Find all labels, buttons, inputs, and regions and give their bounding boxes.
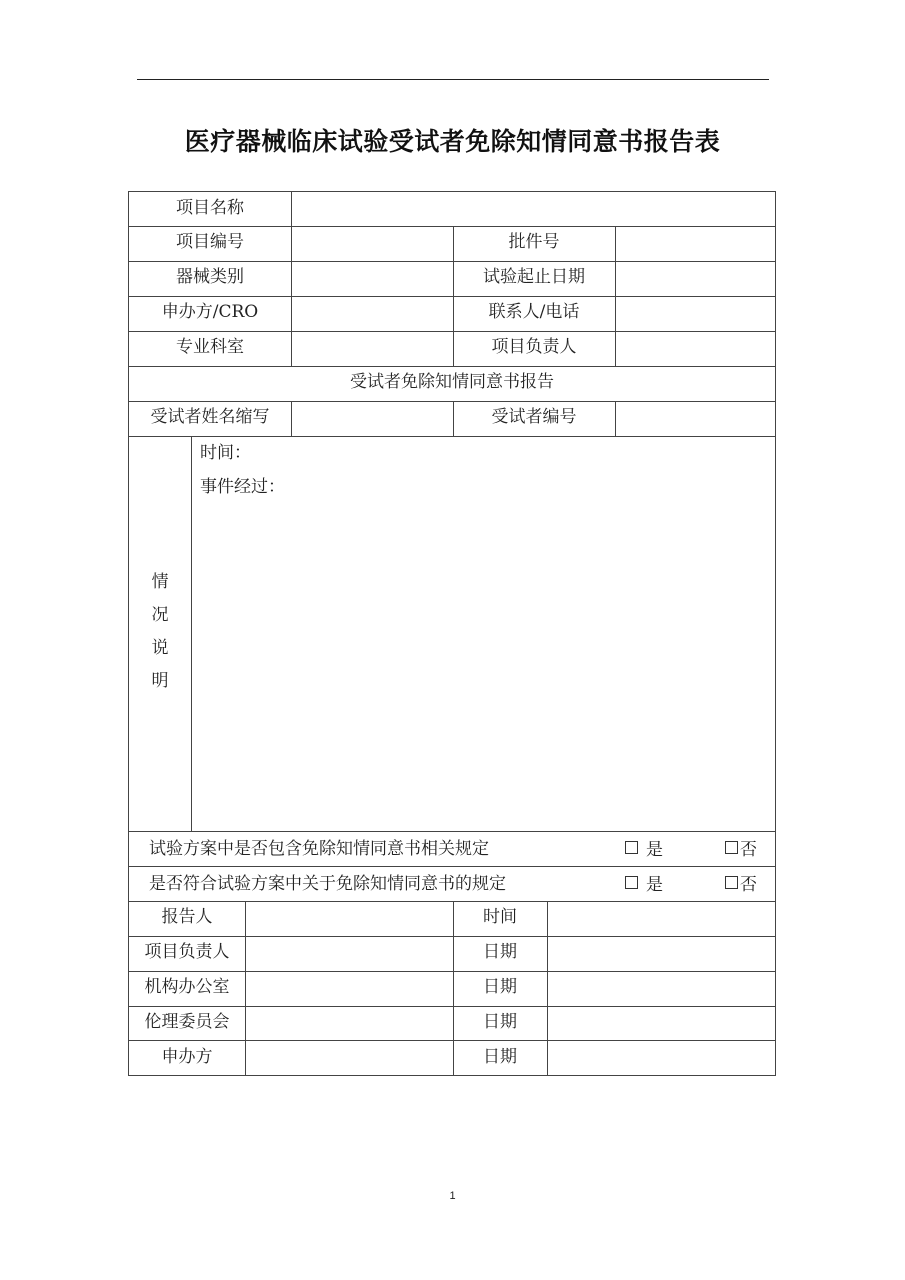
device-category-field[interactable]	[291, 261, 453, 296]
sponsor-cro-field[interactable]	[291, 296, 453, 331]
page-title: 医疗器械临床试验受试者免除知情同意书报告表	[184, 127, 721, 156]
date-field[interactable]	[547, 971, 775, 1006]
header-rule	[137, 79, 769, 80]
institution-office-field[interactable]	[245, 971, 453, 1006]
situation-char: 说	[151, 638, 169, 658]
question-complies-protocol: 是否符合试验方案中关于免除知情同意书的规定	[149, 874, 506, 894]
reporter-time-label: 时间	[483, 906, 517, 927]
department-field[interactable]	[291, 331, 453, 366]
date-label: 日期	[483, 976, 517, 997]
subject-number-label: 受试者编号	[491, 406, 577, 427]
contact-phone-label: 联系人/电话	[488, 301, 580, 322]
time-label: 时间：	[200, 443, 251, 463]
device-category-label: 器械类别	[176, 266, 244, 287]
subject-initials-field[interactable]	[291, 401, 453, 436]
checkbox-icon[interactable]	[625, 876, 638, 889]
reporter-field[interactable]	[245, 901, 453, 936]
no-option[interactable]	[725, 835, 757, 860]
ethics-committee-field[interactable]	[245, 1006, 453, 1040]
situation-field[interactable]	[191, 502, 775, 831]
project-name-label: 项目名称	[176, 197, 244, 218]
reporter-time-field[interactable]	[547, 901, 775, 936]
project-name-field[interactable]	[291, 192, 775, 226]
date-label: 日期	[483, 941, 517, 962]
sponsor-label: 申办方	[161, 1046, 213, 1067]
date-field[interactable]	[547, 936, 775, 971]
situation-char: 情	[151, 572, 169, 592]
row-divider	[129, 436, 775, 437]
contact-phone-field[interactable]	[615, 296, 775, 331]
row-divider	[129, 866, 775, 867]
reporter-label: 报告人	[161, 906, 213, 927]
yes-label: 是	[646, 875, 663, 895]
no-label: 否	[740, 840, 757, 860]
trial-dates-label: 试验起止日期	[483, 266, 585, 287]
ethics-committee-label: 伦理委员会	[144, 1011, 230, 1032]
project-number-label: 项目编号	[176, 231, 244, 252]
situation-char: 明	[151, 671, 169, 691]
date-field[interactable]	[547, 1006, 775, 1040]
sponsor-field[interactable]	[245, 1041, 453, 1075]
subject-number-field[interactable]	[615, 401, 775, 436]
subject-initials-label: 受试者姓名缩写	[150, 406, 270, 427]
project-number-field[interactable]	[291, 226, 453, 261]
yes-option[interactable]	[625, 870, 663, 895]
checkbox-icon[interactable]	[625, 841, 638, 854]
yes-label: 是	[646, 840, 663, 860]
sponsor-cro-label: 申办方/CRO	[161, 301, 259, 322]
project-lead-sign-field[interactable]	[245, 936, 453, 971]
project-lead-label: 项目负责人	[491, 336, 577, 357]
project-lead-sign-label: 项目负责人	[144, 941, 230, 962]
page-number: 1	[449, 1190, 456, 1202]
situation-char: 况	[151, 605, 169, 625]
report-form	[128, 191, 776, 1076]
no-option[interactable]	[725, 870, 757, 895]
no-label: 否	[740, 875, 757, 895]
checkbox-icon[interactable]	[725, 876, 738, 889]
row-divider	[129, 831, 775, 832]
question-protocol-includes: 试验方案中是否包含免除知情同意书相关规定	[149, 839, 489, 859]
date-label: 日期	[483, 1046, 517, 1067]
project-lead-field[interactable]	[615, 331, 775, 366]
trial-dates-field[interactable]	[615, 261, 775, 296]
event-label: 事件经过：	[200, 477, 285, 497]
batch-number-label: 批件号	[508, 231, 560, 252]
batch-number-field[interactable]	[615, 226, 775, 261]
date-label: 日期	[483, 1011, 517, 1032]
department-label: 专业科室	[176, 336, 244, 357]
situation-label	[129, 437, 191, 827]
section-header: 受试者免除知情同意书报告	[350, 371, 554, 392]
date-field[interactable]	[547, 1041, 775, 1075]
checkbox-icon[interactable]	[725, 841, 738, 854]
yes-option[interactable]	[625, 835, 663, 860]
institution-office-label: 机构办公室	[144, 976, 230, 997]
